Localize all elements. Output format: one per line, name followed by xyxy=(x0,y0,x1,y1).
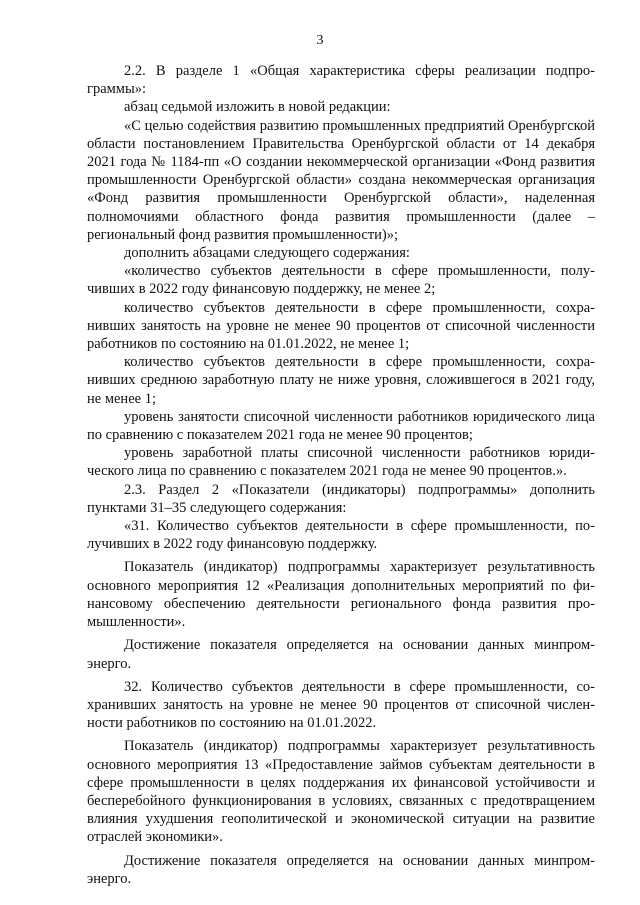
paragraph-indicator-support: «количество субъектов деятельности в сфере промышленности, получивших в 2022 году финансовую поддержку, не менее 2; xyxy=(87,263,595,298)
paragraph-2-3: 2.3. Раздел 2 «Показатели (индикаторы) подпрограммы» дополнить пунктами 31–35 следующего содержания: xyxy=(87,481,595,516)
paragraph-seventh-intro: абзац седьмой изложить в новой редакции: xyxy=(124,99,391,116)
paragraph-item-31-description: Показатель (индикатор) подпрограммы характеризует результативность основного мероприятия 12 «Реализация дополнительных мероприятий по финансовому обеспечению деятельности регионального фонда развития промышленности». xyxy=(87,559,595,631)
paragraph-indicator-employment: количество субъектов деятельности в сфере промышленности, сохранивших занятость на уровне не менее 90 процентов от списочной численности работников по состоянию на 01.01.2022, не менее 1; xyxy=(87,299,595,353)
paragraph-2-2: 2.2. В разделе 1 «Общая характеристика сферы реализации подпрограммы»: xyxy=(87,63,595,98)
paragraph-employment-level: уровень занятости списочной численности работников юридического лица по сравнению с показателем 2021 года не менее 90 процентов; xyxy=(87,408,595,444)
paragraph-item-31: «31. Количество субъектов деятельности в сфере промышленности, получивших в 2022 году финансовую поддержку. xyxy=(87,518,595,553)
paragraph-add-intro: дополнить абзацами следующего содержания: xyxy=(124,245,410,262)
paragraph-item-32-source: Достижение показателя определяется на основании данных минпромэнерго. xyxy=(87,852,595,887)
paragraph-salary-level: уровень заработной платы списочной численности работников юридического лица по сравнению с показателем 2021 года не менее 90 процентов.». xyxy=(87,445,595,480)
paragraph-new-wording: «С целью содействия развитию промышленных предприятий Оренбургской области постановлением Правительства Оренбургской области от 14 декабря 2021 года № 1184-пп «О создании некоммерческой организации «Фонд развития промышленности Оренбургской области» создана некоммерческая организация «Фонд развития промышленности Оренбургской области», наделенная полномочиями областного фонда развития промышленности (далее – региональный фонд развития промышленности)»; xyxy=(87,117,595,243)
document-body xyxy=(87,62,595,888)
paragraph-item-32: 32. Количество субъектов деятельности в сфере промышленности, сохранивших занятость на уровне не менее 90 процентов от списочной численности работников по состоянию на 01.01.2022. xyxy=(87,678,595,732)
paragraph-item-31-source: Достижение показателя определяется на основании данных минпромэнерго. xyxy=(87,637,595,672)
page-number: 3 xyxy=(316,33,324,48)
paragraph-indicator-salary: количество субъектов деятельности в сфере промышленности, сохранивших среднюю заработную плату не ниже уровня, сложившегося в 2021 году, не менее 1; xyxy=(87,354,595,407)
paragraph-item-32-description: Показатель (индикатор) подпрограммы характеризует результативность основного мероприятия 13 «Предоставление займов субъектам деятельности в сфере промышленности в целях поддержания их финансовой устойчивости и бесперебойного функционирования в условиях, связанных с предотвращением влияния ухудшения геополитической и экономической ситуации на развитие отраслей экономики». xyxy=(87,738,595,846)
